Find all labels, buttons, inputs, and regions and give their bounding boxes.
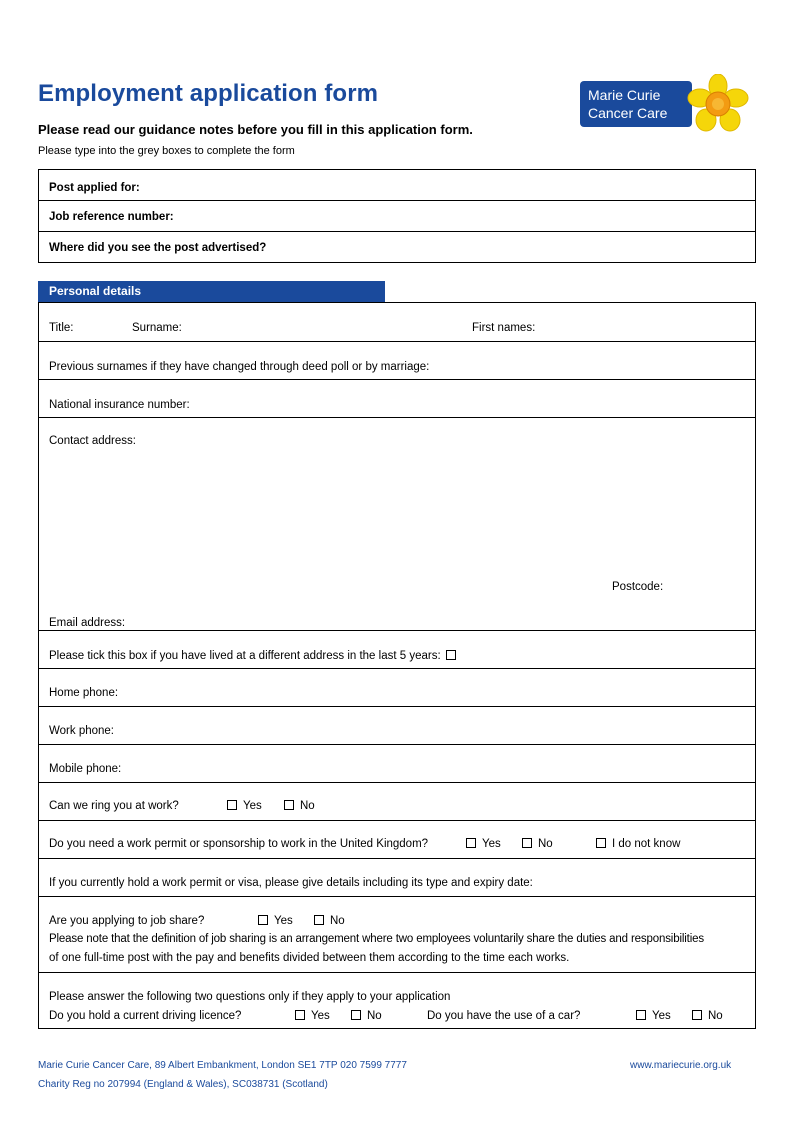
permit-details-label: If you currently hold a work permit or visa, please give details including its type and expiry date:: [49, 877, 533, 889]
post-table: [38, 169, 756, 263]
job-reference-label: Job reference number:: [49, 211, 174, 223]
where-advertised-row[interactable]: [39, 232, 755, 262]
contact-address-label: Contact address:: [49, 435, 136, 447]
driving-row: [39, 973, 755, 1030]
ring-at-work-row: [39, 783, 755, 821]
first-names-label: First names:: [472, 322, 536, 334]
car-yes-checkbox[interactable]: [636, 1010, 646, 1020]
permit-dont-know-checkbox[interactable]: [596, 838, 606, 848]
work-permit-label: Do you need a work permit or sponsorship to work in the United Kingdom?: [49, 838, 429, 850]
footer-charity: Charity Reg no 207994 (England & Wales), SC038731 (Scotland): [38, 1079, 328, 1090]
ring-at-work-label: Can we ring you at work?: [49, 800, 179, 812]
personal-details-header: Personal details: [38, 281, 385, 302]
marie-curie-logo: [580, 74, 750, 132]
contact-address-row[interactable]: [39, 418, 755, 631]
post-applied-row[interactable]: [39, 170, 755, 201]
logo-line-2: Cancer Care: [588, 105, 668, 121]
surname-label: Surname:: [132, 322, 182, 334]
where-advertised-label: Where did you see the post advertised?: [49, 242, 267, 254]
post-applied-label: Post applied for:: [49, 182, 140, 194]
job-share-note-1: Please note that the definition of job sharing is an arrangement where two employees voluntarily share the duties and responsibilities: [49, 933, 704, 945]
logo-box: [580, 81, 692, 127]
permit-no-checkbox[interactable]: [522, 838, 532, 848]
ring-yes-checkbox[interactable]: [227, 800, 237, 810]
work-permit-dont-know[interactable]: I do not know: [596, 838, 680, 850]
permit-details-row[interactable]: [39, 859, 755, 897]
ni-number-label: National insurance number:: [49, 399, 190, 411]
lived-different-row: [39, 631, 755, 669]
car-no-checkbox[interactable]: [692, 1010, 702, 1020]
personal-details-table: [38, 302, 756, 1029]
mobile-phone-row[interactable]: [39, 745, 755, 783]
work-phone-label: Work phone:: [49, 725, 114, 737]
name-row: [39, 303, 755, 342]
licence-no-checkbox[interactable]: [351, 1010, 361, 1020]
previous-surnames-row[interactable]: [39, 342, 755, 380]
job-share-row: [39, 897, 755, 973]
job-share-yes-checkbox[interactable]: [258, 915, 268, 925]
job-share-yes[interactable]: Yes: [258, 915, 293, 927]
email-label: Email address:: [49, 617, 126, 629]
licence-yes[interactable]: Yes: [295, 1010, 330, 1022]
daffodil-icon: [686, 74, 750, 132]
mobile-phone-label: Mobile phone:: [49, 763, 122, 775]
home-phone-row[interactable]: [39, 669, 755, 707]
postcode-label: Postcode:: [612, 581, 664, 593]
work-permit-no[interactable]: No: [522, 838, 553, 850]
work-permit-row: [39, 821, 755, 859]
lived-different-label: Please tick this box if you have lived at a different address in the last 5 years:: [49, 650, 462, 662]
car-yes[interactable]: Yes: [636, 1010, 671, 1022]
job-share-no-checkbox[interactable]: [314, 915, 324, 925]
job-share-no[interactable]: No: [314, 915, 345, 927]
licence-no[interactable]: No: [351, 1010, 382, 1022]
ring-at-work-yes[interactable]: Yes: [227, 800, 262, 812]
page-title: Employment application form: [38, 80, 379, 107]
job-share-note-2: of one full-time post with the pay and benefits divided between them according to the time each works.: [49, 952, 570, 964]
ni-number-row[interactable]: [39, 380, 755, 418]
footer-address: Marie Curie Cancer Care, 89 Albert Embankment, London SE1 7TP 020 7599 7777: [38, 1060, 407, 1071]
lived-different-checkbox[interactable]: [446, 650, 456, 660]
car-label: Do you have the use of a car?: [427, 1010, 581, 1022]
title-label: Title:: [49, 322, 74, 334]
ring-no-checkbox[interactable]: [284, 800, 294, 810]
job-reference-row[interactable]: [39, 201, 755, 232]
work-permit-yes[interactable]: Yes: [466, 838, 501, 850]
work-phone-row[interactable]: [39, 707, 755, 745]
job-share-label: Are you applying to job share?: [49, 915, 205, 927]
licence-yes-checkbox[interactable]: [295, 1010, 305, 1020]
driving-licence-label: Do you hold a current driving licence?: [49, 1010, 242, 1022]
home-phone-label: Home phone:: [49, 687, 119, 699]
guidance-note: Please read our guidance notes before you fill in this application form.: [38, 122, 473, 137]
permit-yes-checkbox[interactable]: [466, 838, 476, 848]
two-questions-note: Please answer the following two questions only if they apply to your application: [49, 991, 451, 1003]
car-no[interactable]: No: [692, 1010, 723, 1022]
logo-line-1: Marie Curie: [588, 87, 661, 103]
instruction-text: Please type into the grey boxes to complete the form: [38, 145, 295, 157]
ring-at-work-no[interactable]: No: [284, 800, 315, 812]
previous-surnames-label: Previous surnames if they have changed through deed poll or by marriage:: [49, 361, 430, 373]
footer-website[interactable]: www.mariecurie.org.uk: [630, 1060, 732, 1071]
